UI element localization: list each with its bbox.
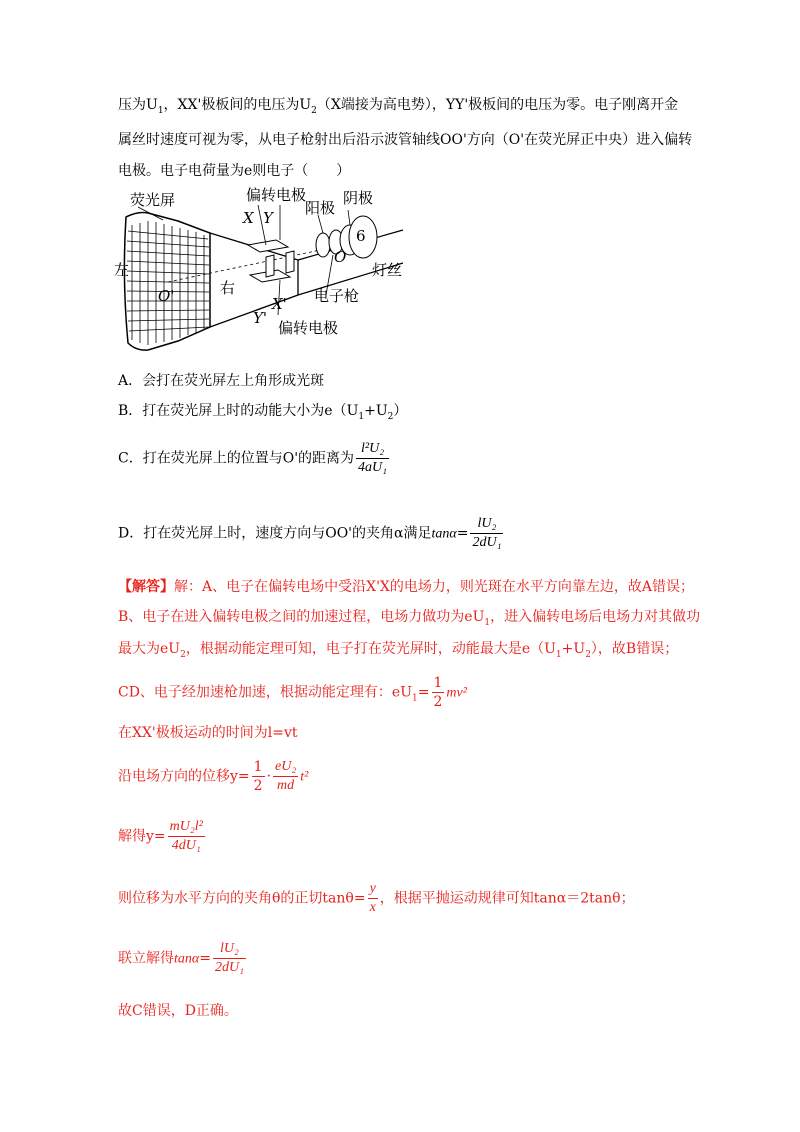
label-x: X: [243, 209, 254, 227]
solution-text: ，根据动能定理可知，电子打在荧光屏时，动能最大是e（U: [185, 641, 556, 657]
fraction: [368, 880, 378, 917]
denominator: 2: [433, 694, 443, 710]
subscript: 2: [180, 649, 186, 660]
option-a: A．会打在荧光屏左上角形成光斑: [118, 373, 325, 389]
fraction: [356, 440, 389, 477]
solution-text: ，进入偏转电场后电场力对其做功: [490, 609, 701, 625]
subscript: 1: [555, 649, 562, 660]
denominator: 4aU₁: [358, 460, 388, 475]
numerator: lU₂: [477, 516, 497, 531]
intro-line-3: 电极。电子电荷量为e则电子（ ）: [118, 163, 351, 179]
x-plate-right: [286, 251, 294, 273]
solution-text: 解：A、电子在偏转电场中受沿X'X的电场力，则光斑在水平方向靠左边，故A错误；: [174, 579, 695, 595]
solution-text: 最大为eU: [118, 641, 181, 657]
denominator: 2: [253, 778, 263, 794]
x-plate-left: [266, 255, 274, 277]
anode: [316, 233, 330, 257]
solution-text: ），故B错误；: [590, 641, 679, 657]
fraction: [168, 818, 205, 855]
equals: =: [199, 950, 211, 967]
numerator: 1: [433, 675, 443, 691]
solution-text: CD、电子经加速枪加速，根据动能定理有：eU: [118, 684, 413, 701]
fraction: [470, 515, 503, 552]
option-d: [118, 515, 505, 552]
label-screen: 荧光屏: [130, 191, 176, 209]
label-y: Y: [263, 209, 273, 227]
equals: =: [417, 684, 430, 701]
formula-tail: t²: [300, 769, 309, 785]
subscript: 2: [311, 105, 317, 116]
solution-text: B、电子在进入偏转电极之间的加速过程，电场力做功为eU: [118, 609, 485, 625]
fraction: [273, 758, 298, 795]
label-gun: 电子枪: [314, 287, 360, 305]
oscilloscope-diagram: [114, 185, 418, 359]
label-cathode: 阴极: [343, 189, 374, 207]
label-o-prime: O': [158, 287, 175, 305]
solution-line-10: 故C错误，D正确。: [118, 1003, 238, 1019]
label-deflect-bottom: 偏转电极: [278, 319, 339, 337]
equals: =: [456, 525, 469, 542]
intro-text: （X端接为高电势），YY'极板间的电压为零。电子刚离开金: [316, 97, 679, 113]
oscilloscope-svg: [114, 185, 418, 355]
denominator: 4dU₁: [168, 836, 205, 855]
solution-text: +U: [561, 641, 586, 657]
solution-text: 则位移为水平方向的夹角θ的正切tanθ=: [118, 890, 366, 907]
option-d-text: D．打在荧光屏上时，速度方向与OO'的夹角α满足: [118, 525, 432, 542]
solution-line-5: 在XX'极板运动的时间为l=vt: [118, 725, 298, 741]
label-deflect-top: 偏转电极: [246, 186, 307, 204]
solution-line-4: [118, 674, 467, 711]
intro-line-1: [118, 94, 678, 122]
subscript: 2: [387, 411, 394, 422]
intro-line-2: 属丝时速度可视为零，从电子枪射出后沿示波管轴线OO'方向（O'在荧光屏正中央）进入偏转: [118, 132, 693, 148]
numerator: 1: [253, 759, 263, 775]
tan-alpha: tanα: [431, 526, 457, 542]
dot: ·: [266, 768, 272, 785]
numerator: lU₂: [220, 941, 239, 956]
label-y-prime: Y': [253, 309, 268, 327]
subscript: 1: [412, 693, 418, 704]
numerator: mU₂l²: [169, 819, 203, 834]
anode-leader: [318, 215, 323, 233]
subscript: 1: [358, 411, 365, 422]
solution-line-8: [118, 880, 635, 917]
subscript: 1: [484, 617, 491, 628]
label-cathode-glyph: 6: [356, 227, 366, 245]
option-b-text: B．打在荧光屏上时的动能大小为e（U: [118, 403, 359, 419]
formula-tail: mv²: [446, 685, 467, 701]
label-filament: 灯丝: [372, 261, 403, 279]
intro-text: 压为U: [118, 97, 158, 113]
fraction: [213, 940, 246, 977]
denominator: 2dU₁: [214, 960, 244, 975]
solution-text: 沿电场方向的位移y=: [118, 768, 250, 785]
solution-tag: 【解答】: [118, 579, 174, 595]
denominator: md: [273, 776, 298, 795]
option-b-text: ）: [393, 403, 408, 419]
solution-line-6: [118, 758, 308, 795]
denominator: 2dU₁: [472, 535, 502, 550]
subscript: 1: [157, 105, 164, 116]
cathode-leader: [348, 210, 350, 225]
numerator: eU₂: [275, 759, 297, 774]
subscript: 2: [585, 649, 591, 660]
option-c: [118, 440, 391, 477]
label-right: 右: [220, 279, 236, 297]
label-left: 左: [114, 261, 130, 279]
numerator: y: [369, 881, 376, 896]
option-b: [118, 400, 407, 428]
label-x-prime: X': [272, 295, 287, 313]
option-b-text: +U: [364, 403, 388, 419]
solution-line-7: [118, 818, 207, 855]
label-o: O: [334, 248, 347, 266]
solution-line-1: [118, 576, 694, 598]
tan-alpha: tanα: [174, 951, 200, 967]
y-plate-top: [248, 240, 288, 252]
intro-text: ，XX'极板间的电压为U: [163, 97, 312, 113]
solution-text: 解得y=: [118, 828, 166, 845]
denominator: x: [369, 900, 376, 915]
solution-line-3: [118, 638, 678, 666]
fraction: [252, 758, 265, 795]
fraction: [432, 674, 445, 711]
numerator: l²U₂: [361, 441, 385, 456]
label-anode: 阳极: [305, 199, 336, 217]
solution-text: 联立解得: [118, 950, 174, 967]
solution-line-9: [118, 940, 248, 977]
option-c-text: C．打在荧光屏上的位置与O'的距离为: [118, 450, 355, 467]
solution-line-2: [118, 606, 700, 634]
solution-text: ，根据平抛运动规律可知tanα＝2tanθ；: [379, 890, 635, 907]
